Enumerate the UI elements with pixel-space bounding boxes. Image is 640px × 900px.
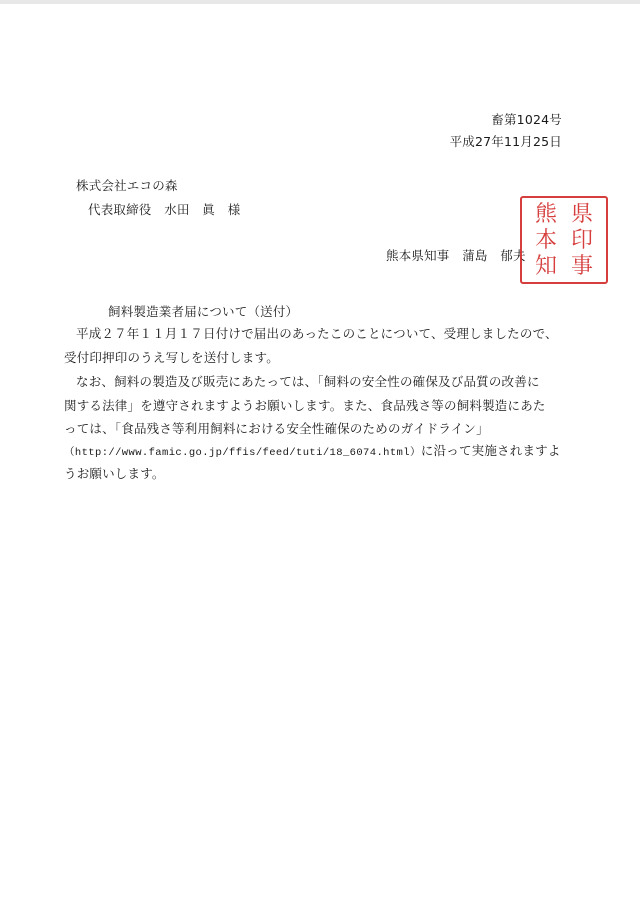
- doc-date: 平成27年11月25日: [449, 134, 562, 149]
- doc-number: 畜第1024号: [491, 112, 562, 127]
- subject-line: 飼料製造業者届について（送付）: [108, 304, 299, 319]
- recipient-company: 株式会社エコの森: [76, 178, 178, 193]
- seal-char: 本: [534, 228, 557, 253]
- body-paragraph2-line4: [64, 443, 561, 461]
- body-paragraph2-line5: うお願いします。: [64, 466, 165, 481]
- body-paragraph2-line4-text: に沿って実施されますよ: [420, 443, 561, 458]
- guideline-url: （http://www.famic.go.jp/ffis/feed/tuti/18_6074.html）: [64, 447, 421, 459]
- recipient-representative: 代表取締役 水田 眞 様: [88, 202, 241, 217]
- seal-char: 県: [570, 202, 593, 227]
- body-paragraph2-line3: っては、「食品残さ等利用飼料における安全性確保のためのガイドライン」: [64, 421, 489, 436]
- seal-char: 熊: [534, 202, 557, 227]
- scan-edge: [0, 0, 640, 4]
- body-paragraph2-line1: なお、飼料の製造及び販売にあたっては、「飼料の安全性の確保及び品質の改善に: [76, 374, 540, 389]
- body-paragraph1-line1: 平成２７年１１月１７日付けで届出のあったこのことについて、受理しましたので、: [76, 326, 558, 341]
- body-paragraph2-line2: 関する法律」を遵守されますようお願いします。また、食品残さ等の飼料製造にあた: [64, 398, 546, 413]
- sender-name: 熊本県知事 蒲島 郁夫: [386, 248, 526, 263]
- seal-char: 事: [570, 254, 593, 279]
- seal-char: 印: [570, 228, 593, 253]
- official-seal: [520, 196, 608, 284]
- body-paragraph1-line2: 受付印押印のうえ写しを送付します。: [64, 350, 279, 365]
- seal-char: 知: [534, 254, 557, 279]
